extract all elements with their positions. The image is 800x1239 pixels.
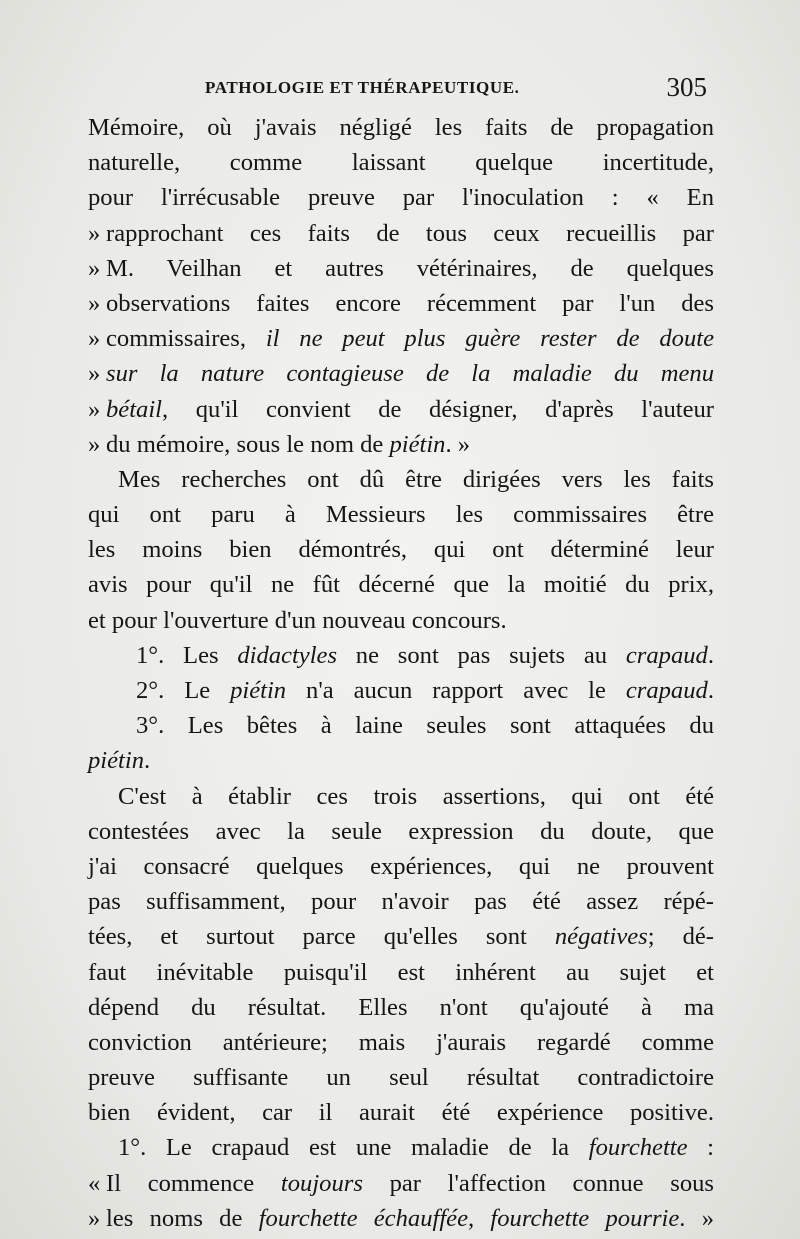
text-run: naturelle, comme laissant quelque incertitude, xyxy=(88,149,714,177)
text-run: . xyxy=(707,677,714,704)
running-title: PATHOLOGIE ET THÉRAPEUTIQUE. xyxy=(205,78,520,97)
text-line xyxy=(88,603,714,638)
quote-mark: » xyxy=(88,395,101,423)
text-line xyxy=(88,708,714,743)
text-run: faut inévitable puisqu'il est inhérent au sujet et xyxy=(88,958,714,986)
text-run: C'est à établir ces trois assertions, qui ont été xyxy=(118,782,714,810)
quote-mark: » xyxy=(88,289,101,317)
text-line xyxy=(88,1166,714,1201)
text-run: contestées avec la seule expression du doute, que xyxy=(88,817,714,845)
text-run: avis pour qu'il ne fût décerné que la moitié du prix, xyxy=(88,571,714,599)
text-run: : xyxy=(687,1134,714,1162)
text-line xyxy=(88,1060,714,1095)
quote-mark: » xyxy=(88,219,101,247)
text-run: pour l'irrécusable preuve par l'inoculation : « En xyxy=(88,184,714,212)
text-run: par l'affection connue sous xyxy=(362,1169,714,1197)
text-line xyxy=(88,990,714,1025)
text-line xyxy=(88,392,714,427)
text-run: les noms de xyxy=(106,1204,259,1232)
text-line xyxy=(88,1201,714,1236)
text-line xyxy=(88,1095,714,1130)
text-line xyxy=(88,462,714,497)
text-line xyxy=(88,145,714,180)
italic-text: piétin xyxy=(88,747,145,775)
text-run: ; dé- xyxy=(647,923,714,951)
text-run: qui ont paru à Messieurs les commissaires être xyxy=(88,501,714,529)
text-line xyxy=(88,427,714,462)
text-run: 2°. Le xyxy=(136,677,231,704)
text-run: les moins bien démontrés, qui ont déterminé leur xyxy=(88,536,714,564)
italic-text: crapaud xyxy=(625,641,708,669)
page-number: 305 xyxy=(666,72,707,102)
text-line xyxy=(88,321,714,356)
italic-text: didactyles xyxy=(237,641,338,669)
text-line xyxy=(88,216,714,251)
text-run: 1°. Le crapaud est une maladie de la xyxy=(118,1134,589,1162)
text-line xyxy=(88,567,714,602)
text-line xyxy=(88,1130,714,1165)
text-run: . » xyxy=(445,430,471,458)
text-run: du mémoire, sous le nom de xyxy=(106,430,390,458)
text-run: n'a aucun rapport avec le xyxy=(286,677,626,704)
italic-text: fourchette échauffée, fourchette pourrie xyxy=(258,1204,680,1232)
text-run: dépend du résultat. Elles n'ont qu'ajouté à ma xyxy=(88,993,714,1021)
text-run: Mes recherches ont dû être dirigées vers les faits xyxy=(118,465,714,493)
italic-text: il ne peut plus guère rester de doute xyxy=(265,325,714,353)
text-run: M. Veilhan et autres vétérinaires, de quelques xyxy=(106,254,714,282)
text-line xyxy=(88,884,714,919)
text-run: pas suffisamment, pour n'avoir pas été assez répé- xyxy=(88,888,714,916)
text-run: 1°. Les xyxy=(136,641,238,669)
quote-mark: » xyxy=(88,430,101,458)
italic-text: bétail xyxy=(106,395,163,423)
italic-text: fourchette xyxy=(588,1134,688,1162)
quote-mark: » xyxy=(88,325,101,353)
text-line xyxy=(88,251,714,286)
text-run: commissaires, xyxy=(106,325,266,353)
text-run: 3°. Les bêtes à laine seules sont attaquées du xyxy=(136,712,714,740)
text-line xyxy=(88,673,714,708)
italic-text: toujours xyxy=(280,1169,363,1197)
text-run: . xyxy=(144,747,151,775)
italic-text: piétin xyxy=(230,677,287,704)
text-line xyxy=(88,497,714,532)
page-header xyxy=(205,72,715,108)
text-line xyxy=(88,532,714,567)
text-run: preuve suffisante un seul résultat contradictoire xyxy=(88,1064,714,1092)
text-run: ne sont pas sujets au xyxy=(337,641,626,669)
quote-mark: » xyxy=(88,360,101,388)
text-run: Mémoire, où j'avais négligé les faits de propagation xyxy=(88,114,714,141)
text-line xyxy=(88,286,714,321)
italic-text: crapaud xyxy=(625,677,708,704)
text-line xyxy=(88,356,714,391)
text-line xyxy=(88,110,714,145)
italic-text: négatives xyxy=(554,923,648,951)
text-line xyxy=(88,1025,714,1060)
body-text xyxy=(88,110,714,1236)
quote-mark: » xyxy=(88,254,101,282)
text-line xyxy=(88,743,714,778)
italic-text: piétin xyxy=(389,430,446,458)
text-run: . xyxy=(707,641,714,669)
text-line xyxy=(88,638,714,673)
text-run: rapprochant ces faits de tous ceux recueillis par xyxy=(106,219,714,247)
text-run: et pour l'ouverture d'un nouveau concours. xyxy=(88,606,507,634)
text-run: j'ai consacré quelques expériences, qui ne prouvent xyxy=(88,852,714,880)
text-run: . » xyxy=(679,1204,715,1232)
text-run: tées, et surtout parce qu'elles sont xyxy=(88,923,555,951)
text-run: observations faites encore récemment par l'un des xyxy=(106,289,714,317)
italic-text: sur la nature contagieuse de la maladie du menu xyxy=(106,360,714,388)
text-run: bien évident, car il aurait été expérience positive. xyxy=(88,1099,714,1127)
text-line xyxy=(88,919,714,954)
text-line xyxy=(88,955,714,990)
text-run: Il commence xyxy=(106,1169,281,1197)
text-run: conviction antérieure; mais j'aurais regardé comme xyxy=(88,1028,714,1056)
quote-mark: « xyxy=(88,1169,101,1197)
text-run: , qu'il convient de désigner, d'après l'auteur xyxy=(162,395,714,423)
text-line xyxy=(88,779,714,814)
text-line xyxy=(88,814,714,849)
text-line xyxy=(88,180,714,215)
text-line xyxy=(88,849,714,884)
quote-mark: » xyxy=(88,1204,101,1232)
